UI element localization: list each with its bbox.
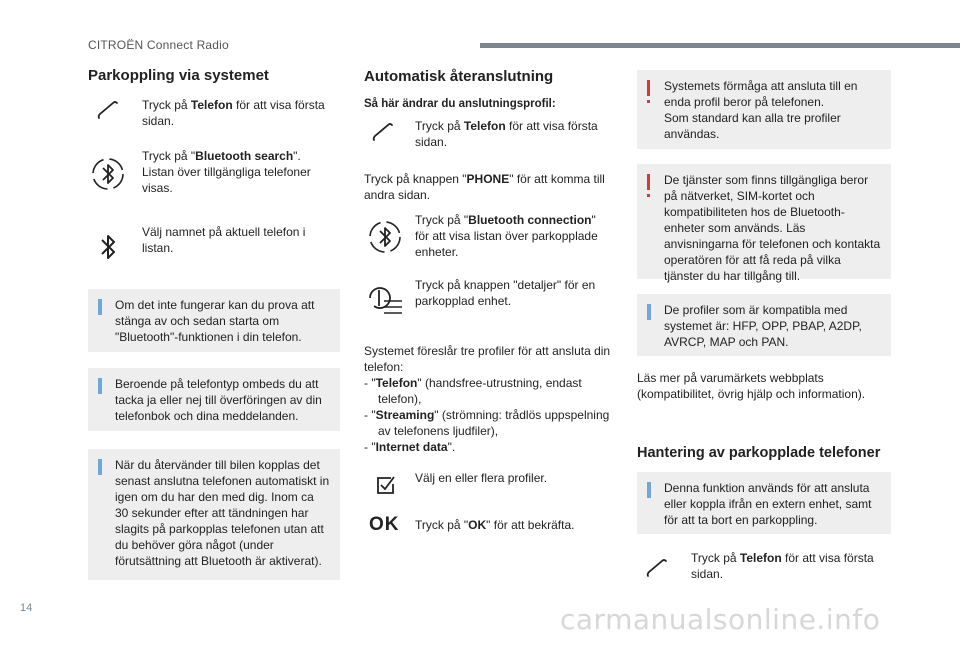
info-marker-icon xyxy=(98,299,102,315)
handset-icon xyxy=(96,99,122,121)
col2-phone-paragraph: Tryck på knappen "PHONE" för att komma till andra sidan. xyxy=(364,172,605,202)
profile-item-telefon: - "Telefon" (handsfree-utrustning, endast telefon), xyxy=(364,376,582,406)
warning-note-services: De tjänster som finns tillgängliga beror på nätverket, SIM-kortet och kompatibiliteten hos de Bluetooth-enheter som används. Läs anvisningarna för telefonen och kontakta operatören för att få reda på vilka tjänster du har tillgång till. xyxy=(637,164,891,279)
handset-icon xyxy=(371,121,397,143)
details-icon xyxy=(366,282,404,320)
col1-step2: Tryck på "Bluetooth search". Listan över tillgängliga telefoner visas. xyxy=(142,149,311,195)
warning-marker-icon xyxy=(647,80,650,96)
section-heading-pairing: Parkoppling via systemet xyxy=(88,67,269,84)
header-bar xyxy=(480,43,960,48)
page-number: 14 xyxy=(20,602,33,614)
col2-profiles-paragraph: Systemet föreslår tre profiler för att ansluta din telefon: - "Telefon" (handsfree-utrustning, endast telefon), - "Streaming" (strömning: trådlös uppspelning av telefonens ljudfiler), - "Internet data". xyxy=(364,343,614,455)
warning-marker-icon xyxy=(647,174,650,190)
col1-step3: Välj namnet på aktuell telefon i listan. xyxy=(142,225,306,255)
info-note-restart: Om det inte fungerar kan du prova att stänga av och sedan starta om "Bluetooth"-funktionen i din telefon. xyxy=(88,289,340,352)
bluetooth-icon xyxy=(97,232,119,262)
profile-item-internet: - "Internet data". xyxy=(364,440,456,454)
info-marker-icon xyxy=(647,304,651,320)
section-heading-manage-paired: Hantering av parkopplade telefoner xyxy=(637,445,881,461)
col2-step1: Tryck på Telefon för att visa första sidan. xyxy=(415,119,598,149)
info-marker-icon xyxy=(98,459,102,475)
watermark: carmanualsonline.info xyxy=(560,603,881,636)
profile-item-streaming: - "Streaming" (strömning: trådlös uppspelning av telefonens ljudfiler), xyxy=(364,408,610,438)
handset-icon xyxy=(645,557,671,579)
col1-step1: Tryck på Telefon för att visa första sidan. xyxy=(142,98,325,128)
info-note-reconnect: När du återvänder till bilen kopplas det senast anslutna telefonen automatiskt in igen om du har den med dig. Inom ca 30 sekunder efter att tändningen har slagits på parkopplas telefonen utan att du behöver göra något (under förutsättning att Bluetooth är aktiverat). xyxy=(88,449,340,580)
col2-step3: Tryck på knappen "detaljer" för en parkopplad enhet. xyxy=(415,278,596,308)
info-note-phonebook: Beroende på telefontyp ombeds du att tacka ja eller nej till överföringen av din telefonbok och dina meddelanden. xyxy=(88,368,340,431)
warning-note-profile: Systemets förmåga att ansluta till en enda profil beror på telefonen. Som standard kan alla tre profiler användas. xyxy=(637,70,891,149)
header-title: CITROËN Connect Radio xyxy=(88,38,229,52)
ok-icon: OK xyxy=(369,514,400,535)
section-heading-auto-reconnect: Automatisk återanslutning xyxy=(364,68,554,85)
col2-step4: Välj en eller flera profiler. xyxy=(415,471,548,485)
col3-step1: Tryck på Telefon för att visa första sidan. xyxy=(691,551,874,581)
bluetooth-search-icon xyxy=(89,155,127,193)
info-marker-icon xyxy=(647,482,651,498)
subheading-change-profile: Så här ändrar du anslutningsprofil: xyxy=(364,98,556,110)
col3-website-paragraph: Läs mer på varumärkets webbplats (kompatibilitet, övrig hjälp och information). xyxy=(637,371,866,401)
info-marker-icon xyxy=(98,378,102,394)
checkbox-icon xyxy=(375,474,397,496)
info-note-profiles: De profiler som är kompatibla med systemet är: HFP, OPP, PBAP, A2DP, AVRCP, MAP och PAN. xyxy=(637,294,891,356)
info-note-manage: Denna funktion används för att ansluta eller koppla ifrån en extern enhet, samt för att ta bort en parkoppling. xyxy=(637,472,891,534)
col2-step5: Tryck på "OK" för att bekräfta. xyxy=(415,518,575,532)
col2-step2: Tryck på "Bluetooth connection" för att visa listan över parkopplade enheter. xyxy=(415,213,598,259)
bluetooth-connection-icon xyxy=(366,218,404,256)
